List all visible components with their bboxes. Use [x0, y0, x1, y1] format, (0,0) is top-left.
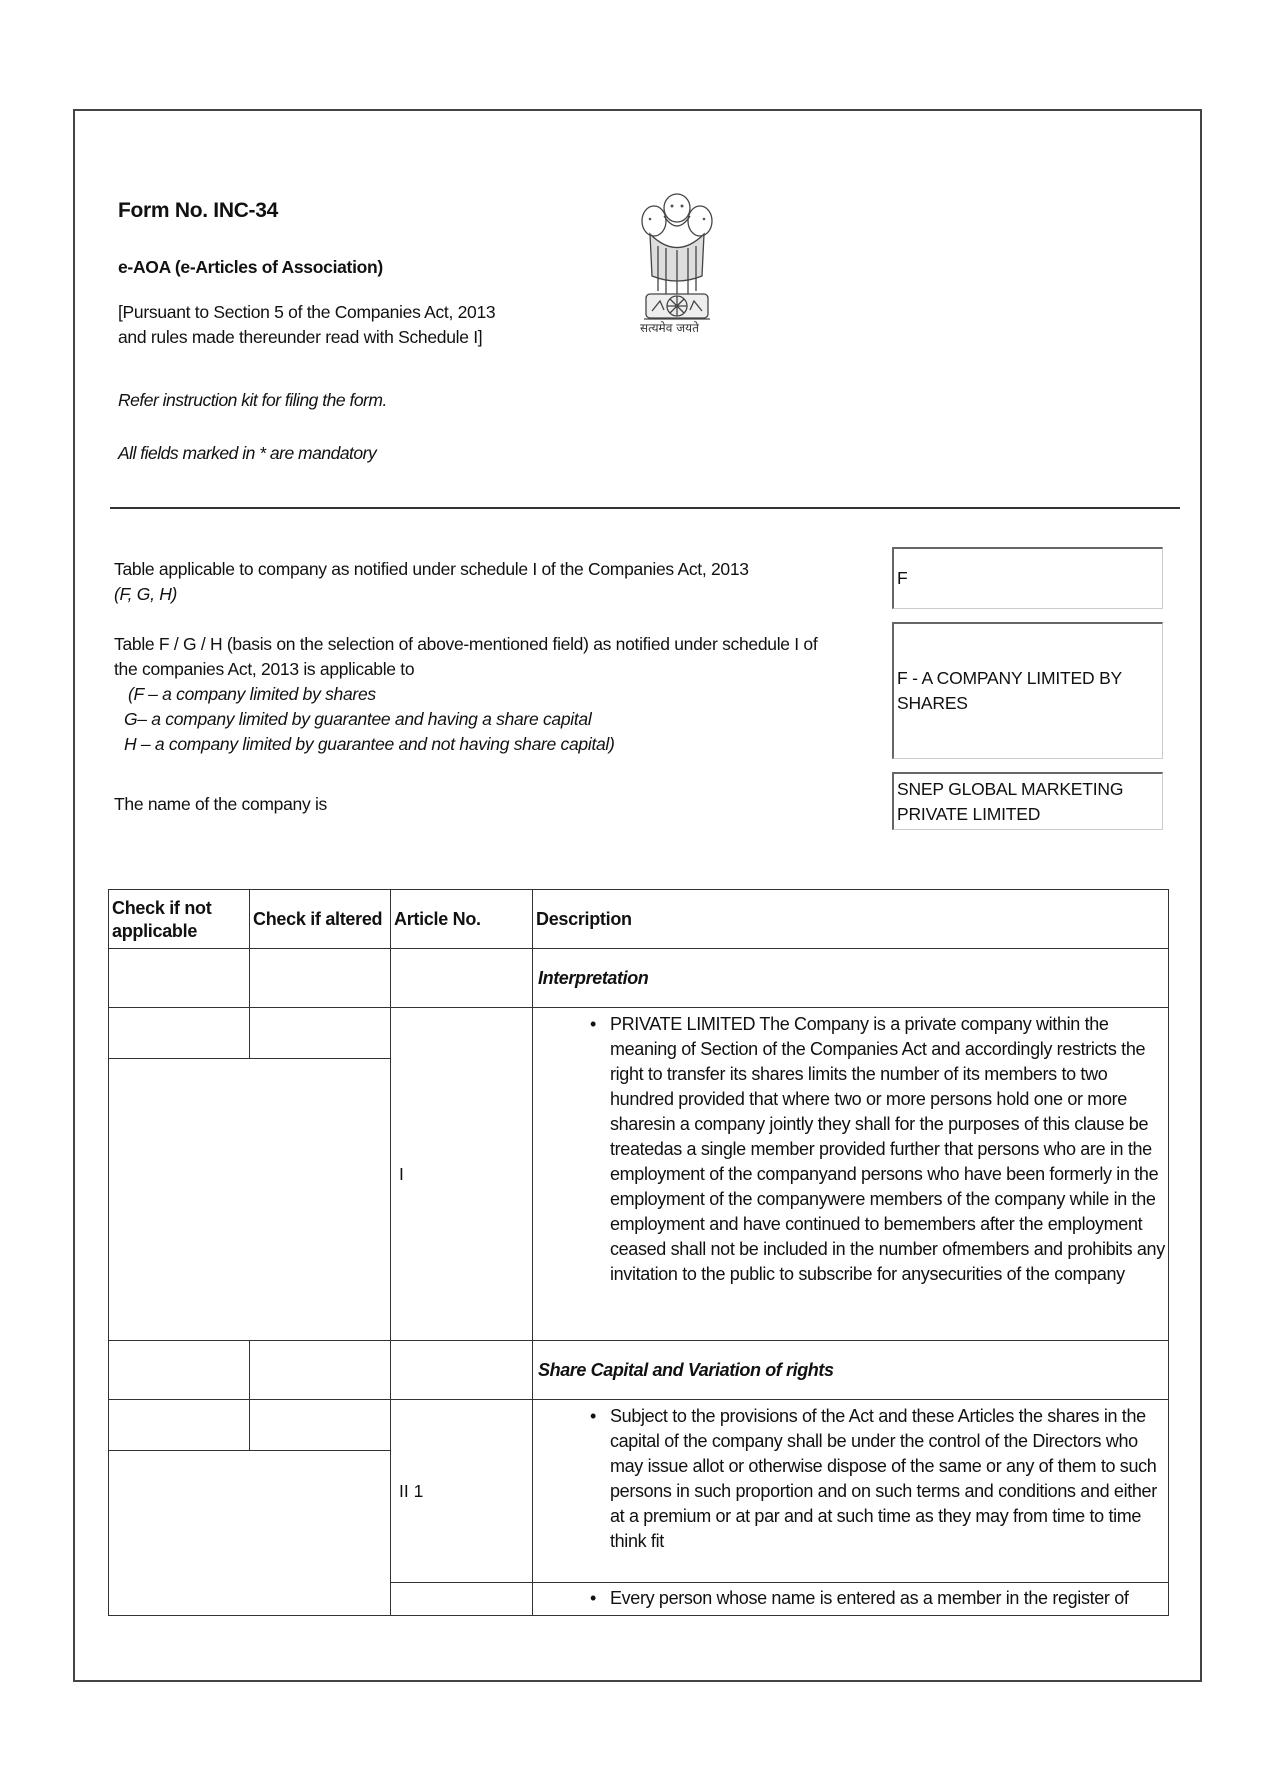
pursuant-line-2: and rules made thereunder read with Schedule I]	[118, 327, 483, 347]
company-name-label: The name of the company is	[114, 794, 328, 814]
pursuant-note	[118, 300, 495, 350]
article-1-blank-cell	[108, 1058, 392, 1342]
column-header-description: Description	[532, 889, 1169, 950]
table-applicable-to-label	[114, 632, 817, 757]
article-2-1-description-list	[533, 1404, 1168, 1554]
bullet-icon: •	[590, 1406, 596, 1426]
option-g-text: G– a company limited by guarantee and having a share capital	[124, 709, 592, 729]
article-2-1-not-applicable-checkbox[interactable]	[108, 1399, 251, 1452]
article-1-number: I	[390, 1007, 534, 1342]
article-2-2-description-cell	[532, 1582, 1169, 1616]
section-1-article-cell	[390, 948, 534, 1009]
mandatory-note: All fields marked in * are mandatory	[118, 443, 377, 463]
table-applicable-label-line2: (F, G, H)	[114, 584, 178, 604]
emblem-motto: सत्यमेव जयते	[640, 321, 699, 335]
section-2-altered-cell	[249, 1340, 392, 1401]
article-1-description-cell	[532, 1007, 1169, 1342]
form-number: Form No. INC-34	[118, 199, 279, 222]
article-2-2-description: Every person whose name is entered as a member in the register of	[610, 1588, 1129, 1608]
section-2-not-applicable-cell	[108, 1340, 251, 1401]
table-applicable-label-line1: Table applicable to company as notified under schedule I of the Companies Act, 2013	[114, 559, 749, 579]
table-applicable-value: F	[897, 568, 908, 588]
article-1-description-list	[533, 1012, 1168, 1287]
article-2-1-description: Subject to the provisions of the Act and these Articles the shares in the capital of the company shall be under the control of the Directors who may issue allot or otherwise dispose of the same or any of them to such persons in such proportion and on such terms and conditions and either at a premium or at par and at such time as they may from time to time think fit	[610, 1406, 1157, 1551]
table-applicable-to-line2: the companies Act, 2013 is applicable to	[114, 659, 415, 679]
column-header-altered: Check if altered	[249, 889, 392, 950]
article-2-1-description-cell	[532, 1399, 1169, 1584]
national-emblem-icon	[632, 186, 722, 341]
article-2-1-altered-checkbox[interactable]	[249, 1399, 392, 1452]
article-1-not-applicable-checkbox[interactable]	[108, 1007, 251, 1060]
table-applicable-to-line1: Table F / G / H (basis on the selection of above-mentioned field) as notified under schedule I of	[114, 634, 818, 654]
articles-table	[108, 889, 1169, 1616]
article-1-description-item	[590, 1012, 1168, 1287]
option-f-text: (F – a company limited by shares	[128, 684, 376, 704]
article-1-description: PRIVATE LIMITED The Company is a private company within the meaning of Section of the Companies Act and accordingly restricts the right to transfer its shares limits the number of its members to two hundred provided that where two or more persons hold one or more sharesin a company jointly they shall for the purposes of this clause be treatedas a single member provided further that persons who are in the employment of the companyand persons who have been formerly in the employment of the companywere members of the company while in the employment and have continued to bemembers after the employment ceased shall not be included in the number ofmembers and prohibits any invitation to the public to subscribe for anysecurities of the company	[610, 1014, 1165, 1284]
article-2-1-blank-cell	[108, 1450, 392, 1616]
article-1-altered-checkbox[interactable]	[249, 1007, 392, 1060]
article-2-1-description-item	[590, 1404, 1168, 1554]
article-2-1-number: II 1	[390, 1399, 534, 1584]
bullet-icon: •	[590, 1014, 596, 1034]
table-applicable-label	[114, 557, 749, 607]
article-2-2-description-list	[533, 1586, 1168, 1611]
section-title-share-capital: Share Capital and Variation of rights	[532, 1340, 1169, 1401]
bullet-icon: •	[590, 1588, 596, 1608]
section-title-interpretation: Interpretation	[532, 948, 1169, 1009]
company-name-value: SNEP GLOBAL MARKETING PRIVATE LIMITED	[897, 779, 1124, 824]
column-header-article-no: Article No.	[390, 889, 534, 950]
section-1-not-applicable-cell	[108, 948, 251, 1009]
table-applicable-to-field[interactable]	[892, 622, 1163, 759]
instruction-note: Refer instruction kit for filing the form.	[118, 390, 387, 410]
company-name-field[interactable]	[892, 772, 1163, 830]
section-1-altered-cell	[249, 948, 392, 1009]
pursuant-line-1: [Pursuant to Section 5 of the Companies Act, 2013	[118, 302, 496, 322]
article-2-2-description-item	[590, 1586, 1168, 1611]
table-applicable-field[interactable]	[892, 547, 1163, 609]
column-header-not-applicable: Check if not applicable	[108, 889, 251, 950]
section-2-article-cell	[390, 1340, 534, 1401]
article-2-2-number	[390, 1582, 534, 1616]
form-title: e-AOA (e-Articles of Association)	[118, 257, 383, 277]
option-h-text: H – a company limited by guarantee and not having share capital)	[124, 734, 615, 754]
header-divider	[110, 507, 1180, 509]
table-applicable-to-value: F - A COMPANY LIMITED BY SHARES	[897, 668, 1122, 713]
